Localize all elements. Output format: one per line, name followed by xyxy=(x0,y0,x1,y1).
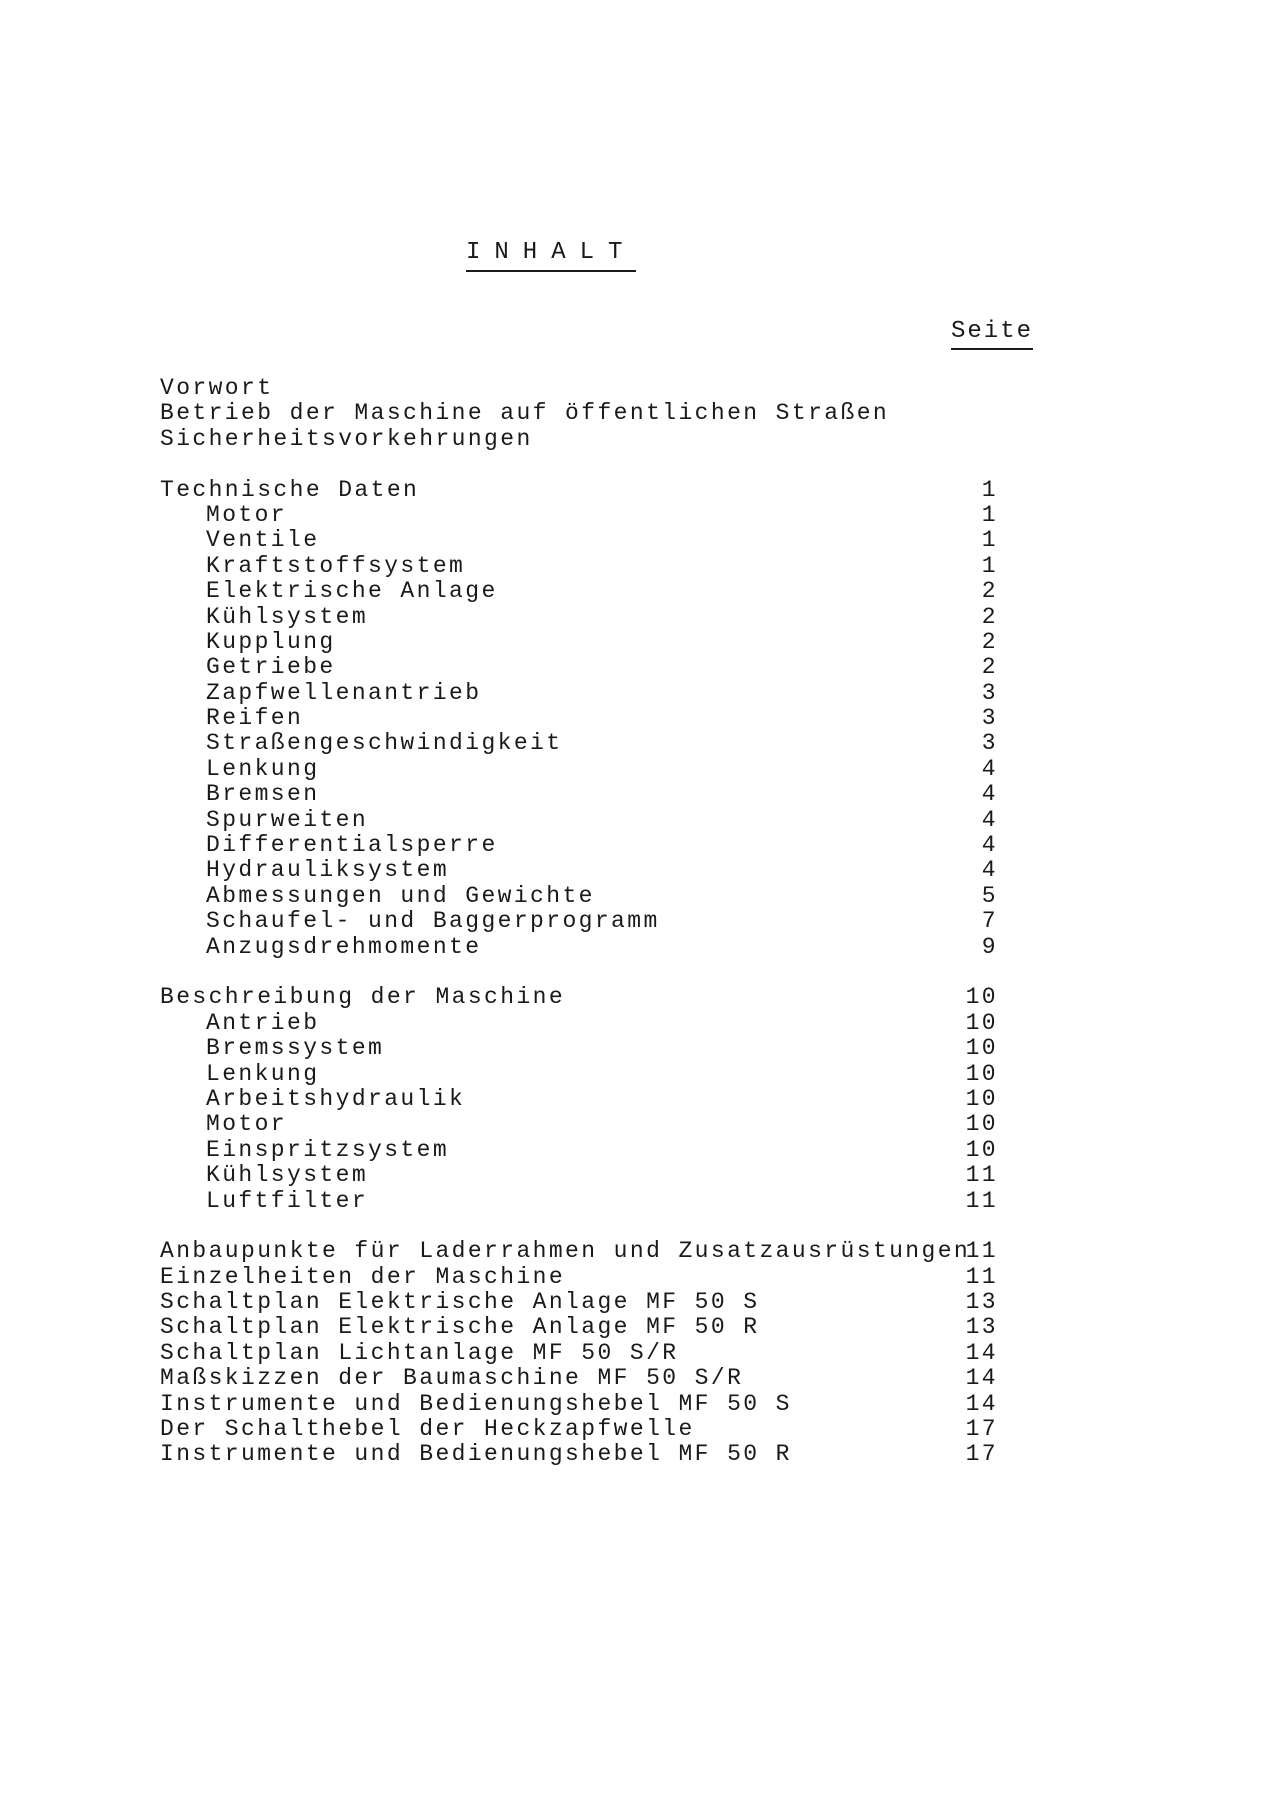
toc-entry xyxy=(160,1265,1020,1290)
toc-entry-label: Anbaupunkte für Laderrahmen und Zusatzausrüstungen xyxy=(160,1238,971,1265)
toc-entry-label: Kühlsystem xyxy=(206,1162,369,1189)
toc-entry-page-number: 1 xyxy=(981,552,998,579)
toc-subentry xyxy=(160,528,1020,553)
toc-entry-label: Beschreibung der Maschine xyxy=(160,984,566,1011)
toc-entry-page-number: 4 xyxy=(981,832,998,859)
toc-subentry xyxy=(160,579,1020,604)
toc-entry-page-number: 10 xyxy=(965,1111,998,1138)
toc-entry xyxy=(160,1239,1020,1264)
toc-entry-page-number: 13 xyxy=(965,1314,998,1341)
toc-entry xyxy=(160,401,1020,426)
toc-subentry xyxy=(160,833,1020,858)
toc-subentry xyxy=(160,1163,1020,1188)
toc-entry-label: Der Schalthebel der Heckzapfwelle xyxy=(160,1416,695,1443)
toc-entry-label: Bremssystem xyxy=(206,1035,385,1062)
toc-entry-label: Bremsen xyxy=(206,781,320,808)
toc-entry-page-number: 13 xyxy=(965,1289,998,1316)
toc-entry xyxy=(160,427,1020,452)
toc-subentry xyxy=(160,757,1020,782)
toc-entry-page-number: 4 xyxy=(981,806,998,833)
toc-entry-label: Instrumente und Bedienungshebel MF 50 S xyxy=(160,1390,792,1417)
toc-entry-page-number: 2 xyxy=(981,628,998,655)
toc-entry-page-number: 10 xyxy=(965,984,998,1011)
toc-entry-label: Einspritzsystem xyxy=(206,1136,450,1163)
toc-entry xyxy=(160,1392,1020,1417)
toc-entry-page-number: 10 xyxy=(965,1136,998,1163)
toc-entry-label: Instrumente und Bedienungshebel MF 50 R xyxy=(160,1441,792,1468)
toc-subentry xyxy=(160,1189,1020,1214)
toc-entry-page-number: 17 xyxy=(965,1441,998,1468)
toc-subentry xyxy=(160,655,1020,680)
toc-entry-label: Ventile xyxy=(206,527,320,554)
toc-entry-label: Luftfilter xyxy=(206,1187,369,1214)
toc-entry-page-number: 14 xyxy=(965,1365,998,1392)
toc-entry-label: Anzugsdrehmomente xyxy=(206,933,482,960)
toc-entry-label: Maßskizzen der Baumaschine MF 50 S/R xyxy=(160,1365,744,1392)
toc-subentry xyxy=(160,909,1020,934)
toc-entry-page-number: 7 xyxy=(981,908,998,935)
toc-subentry xyxy=(160,503,1020,528)
toc-group xyxy=(160,1239,1020,1468)
toc-subentry xyxy=(160,1138,1020,1163)
toc-entry-page-number: 14 xyxy=(965,1390,998,1417)
toc-subentry xyxy=(160,554,1020,579)
toc-entry-page-number: 17 xyxy=(965,1416,998,1443)
toc-subentry xyxy=(160,1011,1020,1036)
toc-entry-label: Schaufel- und Baggerprogramm xyxy=(206,908,660,935)
toc-entry-label: Kupplung xyxy=(206,628,336,655)
toc-subentry xyxy=(160,808,1020,833)
toc-entry-label: Zapfwellenantrieb xyxy=(206,679,482,706)
toc-entry-page-number: 5 xyxy=(981,882,998,909)
toc-entry-page-number: 4 xyxy=(981,781,998,808)
toc-entry xyxy=(160,1341,1020,1366)
group-spacer xyxy=(160,960,1020,985)
toc-group xyxy=(160,478,1020,960)
toc-entry-page-number: 1 xyxy=(981,527,998,554)
toc-entry-label: Abmessungen und Gewichte xyxy=(206,882,595,909)
toc-entry-label: Reifen xyxy=(206,705,304,732)
toc-group xyxy=(160,985,1020,1214)
toc-entry-label: Differentialsperre xyxy=(206,832,498,859)
toc-entry-label: Lenkung xyxy=(206,755,320,782)
toc-entry-label: Hydrauliksystem xyxy=(206,857,450,884)
toc-subentry xyxy=(160,706,1020,731)
page-column-heading: Seite xyxy=(951,318,1033,350)
toc-entry-label: Schaltplan Elektrische Anlage MF 50 R xyxy=(160,1314,760,1341)
toc-entry-page-number: 11 xyxy=(965,1187,998,1214)
toc-entry-label: Sicherheitsvorkehrungen xyxy=(160,425,533,452)
toc-subentry xyxy=(160,681,1020,706)
toc-entry-page-number: 10 xyxy=(965,1035,998,1062)
toc-subentry xyxy=(160,884,1020,909)
group-spacer xyxy=(160,1214,1020,1239)
toc-group xyxy=(160,376,1020,452)
toc-entry-label: Spurweiten xyxy=(206,806,369,833)
toc-entry xyxy=(160,1417,1020,1442)
toc-entry-label: Arbeitshydraulik xyxy=(206,1085,466,1112)
toc-entry-label: Technische Daten xyxy=(160,476,420,503)
toc-entry-label: Motor xyxy=(206,1111,288,1138)
toc-entry-page-number: 10 xyxy=(965,1060,998,1087)
toc-entry-label: Schaltplan Lichtanlage MF 50 S/R xyxy=(160,1339,679,1366)
toc-entry-page-number: 11 xyxy=(965,1162,998,1189)
toc-subentry xyxy=(160,731,1020,756)
toc-entry-page-number: 9 xyxy=(981,933,998,960)
toc-entry-label: Vorwort xyxy=(160,375,274,401)
toc-entry-label: Kühlsystem xyxy=(206,603,369,630)
toc-subentry xyxy=(160,1112,1020,1137)
toc-subentry xyxy=(160,1036,1020,1061)
toc-entry-page-number: 10 xyxy=(965,1009,998,1036)
toc-entry xyxy=(160,1366,1020,1391)
table-of-contents xyxy=(160,376,1020,1468)
toc-entry-page-number: 3 xyxy=(981,679,998,706)
group-spacer xyxy=(160,452,1020,477)
toc-entry-label: Schaltplan Elektrische Anlage MF 50 S xyxy=(160,1289,760,1316)
toc-entry-page-number: 1 xyxy=(981,501,998,528)
toc-entry-page-number: 2 xyxy=(981,578,998,605)
toc-entry-page-number: 11 xyxy=(965,1263,998,1290)
toc-entry-label: Elektrische Anlage xyxy=(206,578,498,605)
toc-entry-label: Einzelheiten der Maschine xyxy=(160,1263,566,1290)
toc-subentry xyxy=(160,782,1020,807)
toc-entry-label: Motor xyxy=(206,501,288,528)
toc-entry-label: Lenkung xyxy=(206,1060,320,1087)
toc-entry-page-number: 4 xyxy=(981,755,998,782)
toc-entry xyxy=(160,376,1020,401)
toc-subentry xyxy=(160,935,1020,960)
toc-entry-page-number: 4 xyxy=(981,857,998,884)
toc-entry xyxy=(160,478,1020,503)
toc-entry-label: Kraftstoffsystem xyxy=(206,552,466,579)
toc-entry-label: Betrieb der Maschine auf öffentlichen Straßen xyxy=(160,400,890,427)
toc-subentry xyxy=(160,1062,1020,1087)
toc-entry-page-number: 2 xyxy=(981,603,998,630)
toc-entry-page-number: 10 xyxy=(965,1085,998,1112)
toc-entry-label: Getriebe xyxy=(206,654,336,681)
toc-entry-label: Straßengeschwindigkeit xyxy=(206,730,563,757)
toc-entry-page-number: 1 xyxy=(981,476,998,503)
page-title: INHALT xyxy=(466,239,636,272)
toc-entry xyxy=(160,985,1020,1010)
toc-entry-page-number: 14 xyxy=(965,1339,998,1366)
toc-entry xyxy=(160,1290,1020,1315)
toc-subentry xyxy=(160,605,1020,630)
toc-entry xyxy=(160,1442,1020,1467)
toc-entry-page-number: 11 xyxy=(965,1238,998,1265)
toc-entry-page-number: 3 xyxy=(981,705,998,732)
toc-entry-label: Antrieb xyxy=(206,1009,320,1036)
toc-entry-page-number: 3 xyxy=(981,730,998,757)
toc-subentry xyxy=(160,1087,1020,1112)
toc-subentry xyxy=(160,630,1020,655)
toc-entry xyxy=(160,1315,1020,1340)
toc-entry-page-number: 2 xyxy=(981,654,998,681)
toc-subentry xyxy=(160,858,1020,883)
